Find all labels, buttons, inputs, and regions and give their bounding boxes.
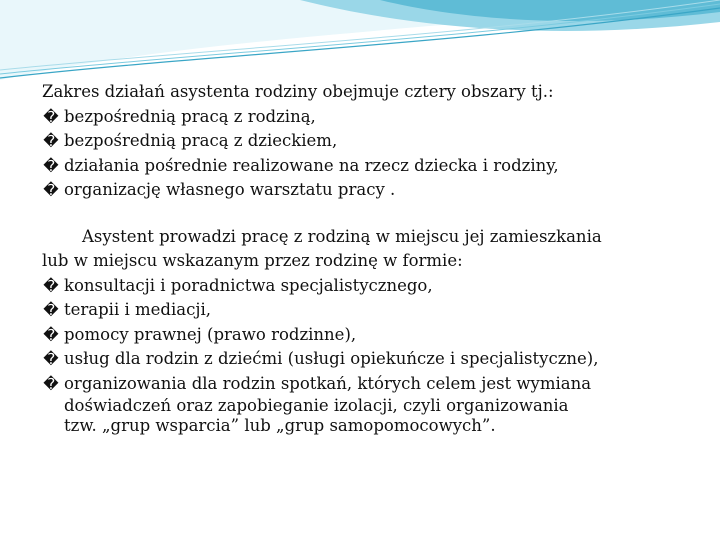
bullet-icon: � <box>43 325 59 344</box>
list-item-text: usług dla rodzin z dziećmi (usługi opiekuńcze i specjalistyczne), <box>64 349 599 368</box>
list-item-text: konsultacji i poradnictwa specjalistycznego, <box>64 275 433 295</box>
intro-text: Zakres działań asystenta rodziny obejmuje cztery obszary tj.: <box>42 82 554 101</box>
list-item <box>42 154 702 179</box>
list-item <box>42 178 702 203</box>
bullet-icon: � <box>43 132 59 150</box>
list-item <box>42 129 702 154</box>
bullet-icon: � <box>43 350 59 368</box>
list-item <box>42 298 702 323</box>
list-item-text: bezpośrednią pracą z dzieckiem, <box>64 131 338 150</box>
list-item-continuation: tzw. „grup wsparcia” lub „grup samopomocowych”. <box>64 416 496 435</box>
bullet-icon: � <box>43 107 59 126</box>
list-item-continuation: doświadczeń oraz zapobieganie izolacji, czyli organizowania <box>64 396 569 415</box>
list-item-text: terapii i mediacji, <box>64 300 211 319</box>
list-item <box>42 105 702 130</box>
paragraph-line: Asystent prowadzi pracę z rodziną w miejscu jej zamieszkania <box>82 226 602 246</box>
bullet-icon: � <box>43 301 59 319</box>
list-item-text: bezpośrednią pracą z rodziną, <box>64 106 316 126</box>
list-item <box>42 274 702 299</box>
list-item <box>42 323 702 348</box>
list-item <box>42 372 702 397</box>
slide-body <box>42 80 702 436</box>
list-item-text: organizację własnego warsztatu pracy . <box>64 180 396 199</box>
bullet-icon: � <box>43 374 59 393</box>
header-swoosh-decoration <box>0 0 720 90</box>
bullet-icon: � <box>43 276 59 295</box>
bullet-icon: � <box>43 156 59 175</box>
list-item-text: działania pośrednie realizowane na rzecz dziecka i rodziny, <box>64 155 559 175</box>
list-item-text: pomocy prawnej (prawo rodzinne), <box>64 324 357 344</box>
bullet-icon: � <box>43 181 59 199</box>
list-item <box>42 347 702 372</box>
list-item-text: organizowania dla rodzin spotkań, których celem jest wymiana <box>64 373 592 393</box>
paragraph-line: lub w miejscu wskazanym przez rodzinę w formie: <box>42 251 463 270</box>
